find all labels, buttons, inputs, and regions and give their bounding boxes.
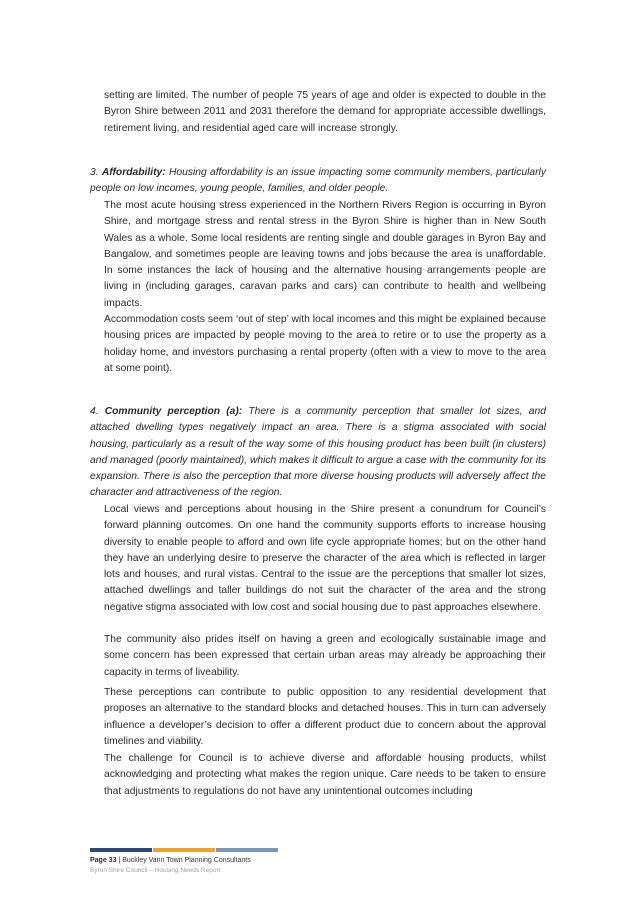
section-4-title: Community perception (a): [104,406,243,417]
section-4-paragraph-4: The challenge for Council is to achieve diverse and affordable housing products, whilst acknowledging and protecting what makes the region unique. Care needs to be taken to ensure that adjustments to regulations do not have any unintentional outcomes including [104,753,546,797]
section-3-paragraph-2: Accommodation costs seem ‘out of step’ with local incomes and this might be explained because housing prices are impacted by people moving to the area to retire or to use the property as a holiday home, and investors purchasing a rental property (often with a view to move to the area at some point). [104,314,546,374]
section-4-heading [90,404,546,502]
section-4-lead: There is a community perception that smaller lot sizes, and attached dwelling types negatively impact an area. There is a stigma associated with social housing, particularly as a result of the way some of this housing product has been built (in clusters) and managed (poorly maintained), which makes it difficult to argue a case with the community for its expansion. There is also the perception that more diverse housing products will adversely affect the character and attractiveness of the region. [90,406,546,499]
intro-paragraph: setting are limited. The number of people 75 years of age and older is expected to double in the Byron Shire between 2011 and 2031 therefore the demand for appropriate accessible dwellings, retirement living, and residential aged care will increase strongly. [104,90,546,134]
section-4-number: 4. [90,406,99,417]
footer-page-number: Page 33 [90,857,117,864]
section-3-lead: Housing affordability is an issue impacting some community members, particularly people on low incomes, young people, families, and older people. [90,167,546,195]
section-3-title: Affordability: [101,167,166,178]
section-4-paragraph-2: The community also prides itself on having a green and ecologically sustainable image and some concern has been expressed that certain urban areas may already be approaching their capacity in terms of liveability. [104,634,546,678]
section-3-paragraph-1: The most acute housing stress experienced in the Northern Rivers Region is occurring in Byron Shire, and mortgage stress and rental stress in the Byron Shire is higher than in New South Wales as a whole. Some local residents are renting single and double garages in Byron Bay and Bangalow, and sometimes people are leaving towns and jobs because the area is unaffordable. In some instances the lack of housing and the alternative housing arrangements people are living in (including garages, caravan parks and cars) can contribute to health and wellbeing impacts. [104,200,546,309]
section-3-heading [90,165,546,198]
footer-report-title: Byron Shire Council – Housing Needs Report [90,867,221,874]
footer-color-bar-navy [90,848,152,852]
section-3-number: 3. [90,167,99,178]
section-4-paragraph-1: Local views and perceptions about housing in the Shire present a conundrum for Council’s forward planning outcomes. On one hand the community supports efforts to increase housing diversity to enable people to afford and own life cycle appropriate homes; but on the other hand they have an underlying desire to preserve the character of the area which is reflected in larger lots and houses, and rural vistas. Central to the issue are the perceptions that smaller lot sizes, attached dwellings and taller buildings do not suit the character of the area and the strong negative stigma associated with low cost and social housing due to past approaches elsewhere. [104,504,546,613]
footer-company: Buckley Vann Town Planning Consultants [122,857,251,864]
footer-page-line [90,857,251,864]
section-4-paragraph-3: These perceptions can contribute to public opposition to any residential development that proposes an alternative to the standard blocks and detached houses. This in turn can adversely influence a developer’s decision to offer a different product due to concern about the approval timelines and viability. [104,687,546,747]
footer-color-bar-steel [216,848,278,852]
footer-separator: | [116,857,123,864]
footer-color-bar-orange [153,848,215,852]
